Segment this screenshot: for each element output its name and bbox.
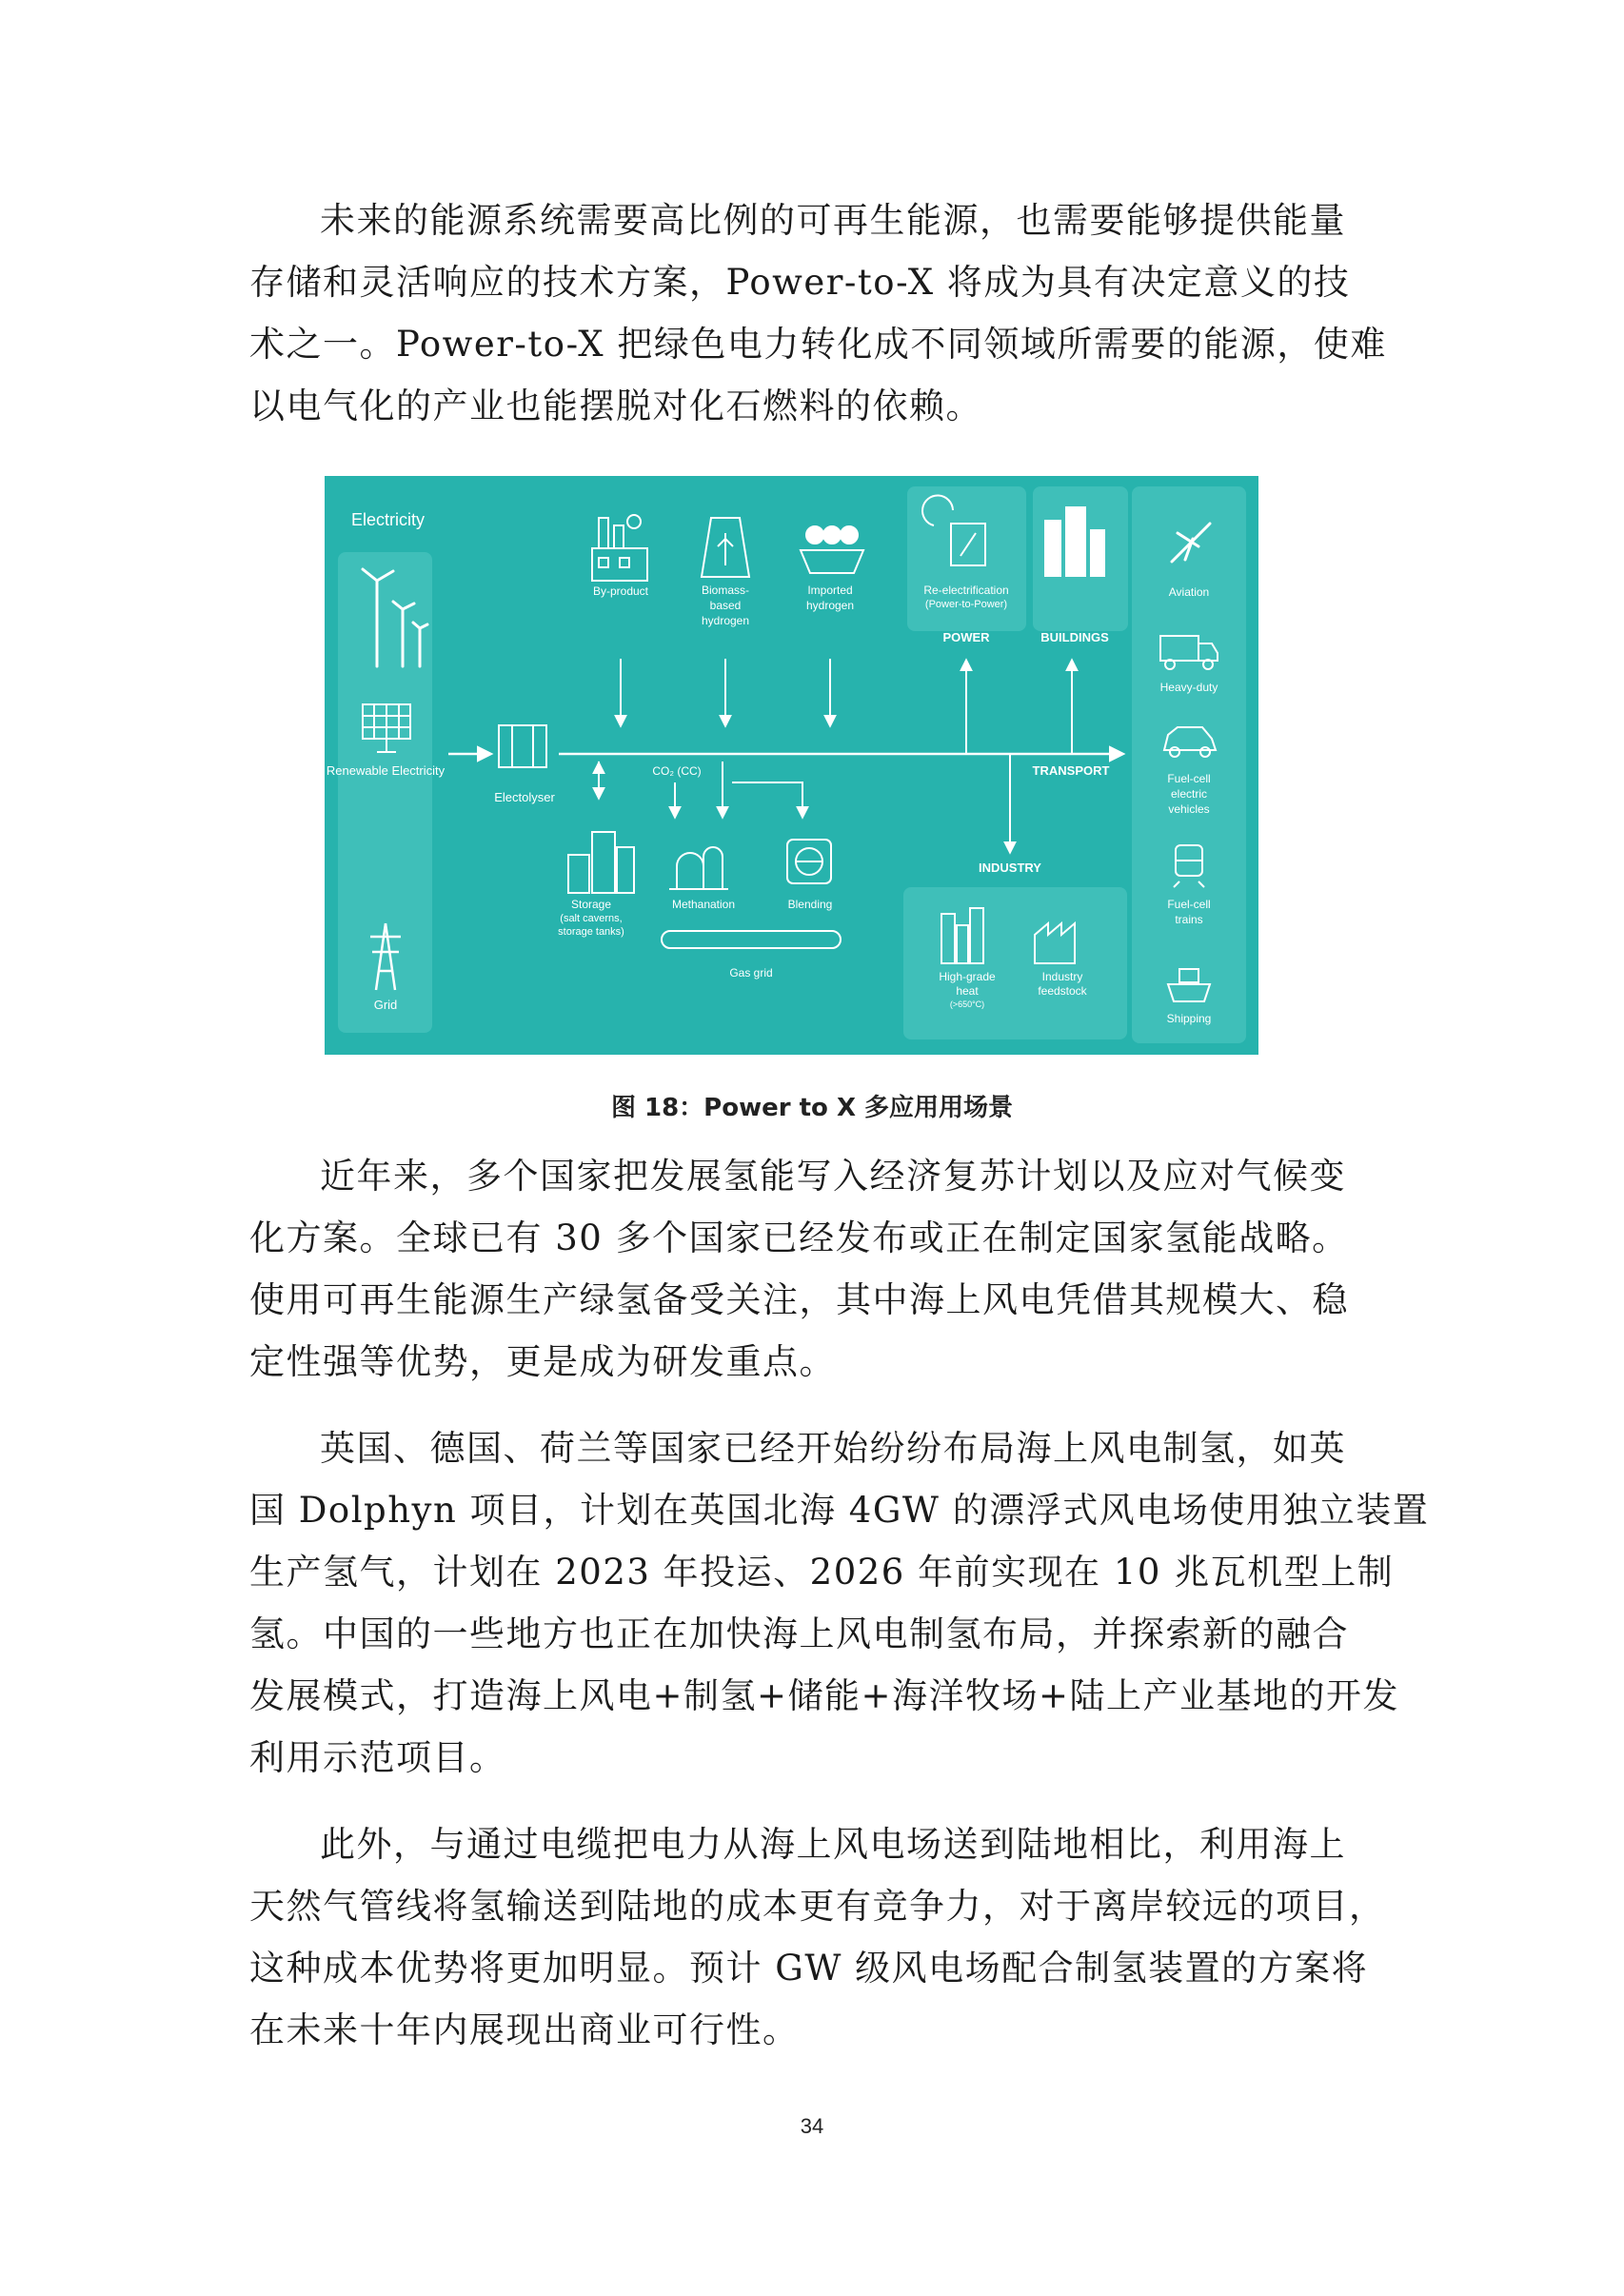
blending-icon bbox=[787, 840, 831, 883]
ship-icon bbox=[801, 526, 863, 573]
gas-grid-pipe bbox=[662, 931, 841, 948]
electricity-title: Electricity bbox=[351, 510, 426, 529]
biomass-label-2: based bbox=[709, 599, 742, 612]
industry-panel bbox=[903, 887, 1127, 1039]
storage-label-2: (salt caverns, bbox=[560, 913, 623, 924]
paragraph-line: 定性强等优势，更是成为研发重点。 bbox=[249, 1341, 836, 1382]
biomass-label-1: Biomass- bbox=[701, 584, 750, 597]
feedstock-label-1: Industry bbox=[1041, 970, 1083, 983]
transport-item-3a: Fuel-cell bbox=[1167, 772, 1211, 785]
heat-label-2: heat bbox=[956, 984, 979, 998]
co2-label: CO₂ (CC) bbox=[652, 764, 702, 778]
paragraph-line: 以电气化的产业也能摆脱对化石燃料的依赖。 bbox=[249, 386, 982, 426]
biomass-label-3: hydrogen bbox=[701, 614, 750, 627]
blending-arrow bbox=[732, 782, 802, 817]
methanation-icon bbox=[669, 847, 728, 889]
paragraph-line: 使用可再生能源生产绿氢备受关注，其中海上风电凭借其规模大、稳 bbox=[249, 1279, 1349, 1320]
transport-item-3c: vehicles bbox=[1168, 802, 1210, 816]
transport-item-2: Heavy-duty bbox=[1159, 681, 1218, 694]
biomass-icon bbox=[702, 518, 749, 577]
paragraph-line: 利用示范项目。 bbox=[249, 1737, 506, 1778]
paragraph-1 bbox=[249, 189, 1387, 437]
paragraph-line: 近年来，多个国家把发展氢能写入经济复苏计划以及应对气候变 bbox=[320, 1156, 1346, 1197]
storage-label-1: Storage bbox=[570, 898, 612, 911]
renewable-label: Renewable Electricity bbox=[326, 763, 446, 778]
grid-label: Grid bbox=[373, 998, 398, 1012]
paragraph-2 bbox=[249, 1145, 1387, 1393]
tanks-icon bbox=[568, 832, 634, 893]
storage-label-3: storage tanks) bbox=[558, 926, 624, 938]
paragraph-line: 发展模式，打造海上风电+制氢+储能+海洋牧场+陆上产业基地的开发 bbox=[249, 1675, 1400, 1716]
heat-label-3: (>650°C) bbox=[949, 1000, 985, 1009]
transport-item-4a: Fuel-cell bbox=[1167, 898, 1211, 911]
paragraph-line: 术之一。Power-to-X 把绿色电力转化成不同领域所需要的能源，使难 bbox=[249, 324, 1387, 365]
factory-icon bbox=[592, 515, 647, 581]
power-panel-line1: Re-electrification bbox=[923, 584, 1009, 597]
figure-caption: 图 18：Power to X 多应用用场景 bbox=[610, 1094, 1014, 1122]
paragraph-line: 化方案。全球已有 30 多个国家已经发布或正在制定国家氢能战略。 bbox=[249, 1217, 1349, 1258]
electricity-panel bbox=[338, 552, 432, 1033]
paragraph-line: 天然气管线将氢输送到陆地的成本更有竞争力，对于离岸较远的项目， bbox=[249, 1886, 1386, 1927]
transport-item-5: Shipping bbox=[1166, 1012, 1212, 1025]
byproduct-label: By-product bbox=[592, 584, 649, 598]
paragraph-line: 英国、德国、荷兰等国家已经开始纷纷布局海上风电制氢，如英 bbox=[320, 1428, 1346, 1469]
blending-label: Blending bbox=[787, 898, 833, 911]
paragraph-line: 氢。中国的一些地方也正在加快海上风电制氢布局，并探索新的融合 bbox=[249, 1613, 1349, 1654]
electrolyser-icon bbox=[499, 725, 546, 767]
buildings-label: BUILDINGS bbox=[1040, 630, 1109, 644]
paragraph-line: 国 Dolphyn 项目，计划在英国北海 4GW 的漂浮式风电场使用独立装置 bbox=[249, 1490, 1430, 1531]
methanation-label: Methanation bbox=[671, 898, 736, 911]
paragraph-line: 未来的能源系统需要高比例的可再生能源，也需要能够提供能量 bbox=[320, 200, 1346, 241]
paragraph-line: 此外，与通过电缆把电力从海上风电场送到陆地相比，利用海上 bbox=[320, 1824, 1346, 1865]
paragraph-line: 生产氢气，计划在 2023 年投运、2026 年前实现在 10 兆瓦机型上制 bbox=[249, 1552, 1395, 1593]
power-to-x-diagram bbox=[325, 476, 1258, 1055]
transport-panel bbox=[1132, 486, 1246, 1043]
electrolyser-label: Electolyser bbox=[494, 790, 555, 804]
transport-item-3b: electric bbox=[1170, 787, 1208, 801]
power-sector-label: POWER bbox=[942, 630, 990, 644]
paragraph-line: 存储和灵活响应的技术方案，Power-to-X 将成为具有决定意义的技 bbox=[249, 262, 1351, 303]
heat-label-1: High-grade bbox=[939, 970, 996, 983]
paragraph-line: 在未来十年内展现出商业可行性。 bbox=[249, 2009, 800, 2050]
gas-grid-label: Gas grid bbox=[729, 966, 773, 980]
power-panel-line2: (Power-to-Power) bbox=[924, 599, 1008, 610]
power-to-x-figure bbox=[325, 476, 1258, 1055]
transport-item-1: Aviation bbox=[1168, 585, 1210, 599]
feedstock-label-2: feedstock bbox=[1038, 984, 1087, 998]
page-number: 34 bbox=[800, 2114, 824, 2138]
paragraph-4 bbox=[249, 1813, 1387, 2061]
industry-title: INDUSTRY bbox=[979, 861, 1041, 875]
paragraph-line: 这种成本优势将更加明显。预计 GW 级风电场配合制氢装置的方案将 bbox=[249, 1948, 1369, 1989]
transport-label: TRANSPORT bbox=[1032, 763, 1110, 778]
imported-label-2: hydrogen bbox=[805, 599, 855, 612]
paragraph-3 bbox=[249, 1417, 1430, 1789]
imported-label-1: Imported bbox=[807, 584, 853, 597]
transport-item-4b: trains bbox=[1175, 913, 1203, 926]
